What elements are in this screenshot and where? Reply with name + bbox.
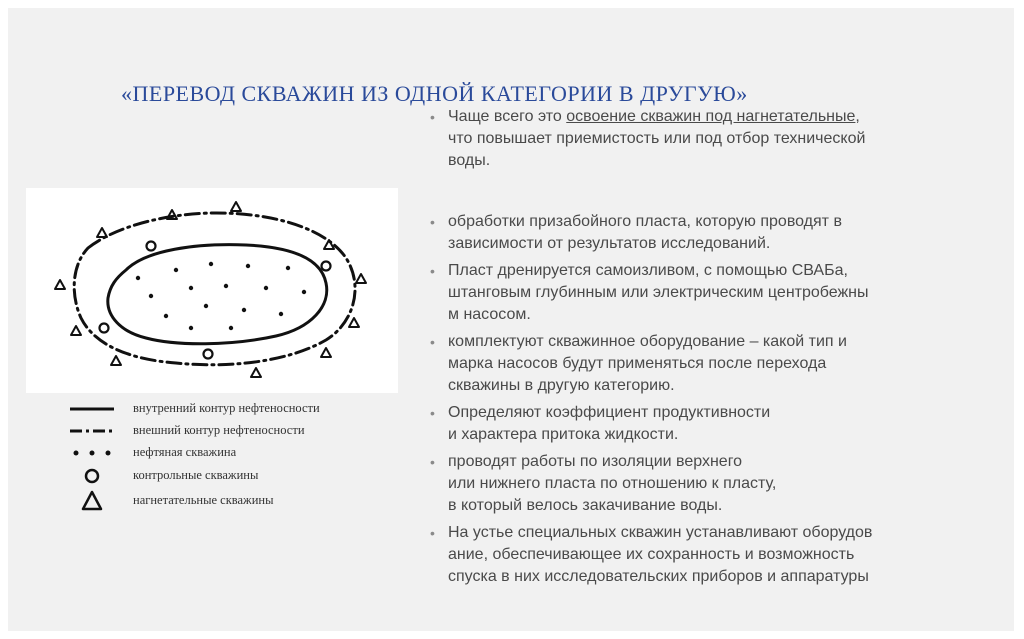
bullet-line: Пласт дренируется самоизливом, с помощью СВАБа, <box>448 262 848 279</box>
injection-well-triangle <box>71 326 81 335</box>
solid-line-icon <box>70 398 120 420</box>
bullet-line: проводят работы по изоляции верхнего <box>448 453 743 470</box>
dash-dot-line-icon <box>70 420 120 442</box>
underlined-phrase: освоение скважин под нагнетательные <box>566 108 856 125</box>
slide <box>8 8 1014 631</box>
legend-label: нагнетательные скважины <box>133 493 274 507</box>
oil-wells <box>136 262 306 330</box>
bullet-marker: • <box>430 525 435 541</box>
injection-well-triangle <box>55 280 65 289</box>
oil-well-dot <box>242 308 246 312</box>
legend-label: внешний контур нефтеносности <box>133 423 305 437</box>
bullet-item <box>430 331 1000 397</box>
bullet-marker: • <box>430 334 435 350</box>
oil-well-dot <box>229 326 233 330</box>
oil-well-dot <box>246 264 250 268</box>
bullet-item <box>430 451 1000 517</box>
oil-well-dot <box>164 314 168 318</box>
control-well-circle <box>204 350 213 359</box>
legend-item <box>70 398 400 420</box>
bullet-line: Определяют коэффициент продуктивности <box>448 404 771 421</box>
bullet-item <box>430 260 1000 326</box>
oil-well-dot <box>136 276 140 280</box>
dots-icon <box>70 442 120 464</box>
control-well-circle <box>322 262 331 271</box>
injection-well-triangle <box>231 202 241 211</box>
bullet-marker: • <box>430 405 435 421</box>
bullet-marker: • <box>430 263 435 279</box>
bullet-line: или нижнего пласта по отношению к пласту, <box>448 475 777 492</box>
bullet-line: скважины в другую категорию. <box>448 377 675 394</box>
legend-item <box>70 442 400 464</box>
bullet-marker: • <box>430 214 435 230</box>
bullet-line: что повышает приемистость или под отбор технической <box>448 130 866 147</box>
bullet-line: в который велось закачивание воды. <box>448 497 723 514</box>
control-well-circle <box>147 242 156 251</box>
injection-well-triangle <box>356 274 366 283</box>
circle-icon <box>70 465 120 487</box>
injection-well-triangle <box>251 368 261 377</box>
bullet-line: зависимости от результатов исследований. <box>448 235 771 252</box>
oil-well-dot <box>224 284 228 288</box>
bullet-item <box>430 211 1000 255</box>
injection-well-triangle <box>321 348 331 357</box>
oil-well-dot <box>286 266 290 270</box>
oil-well-dot <box>149 294 153 298</box>
bullet-line: и характера притока жидкости. <box>448 426 679 443</box>
bullet-line: марка насосов будут применяться после перехода <box>448 355 827 372</box>
bullet-line: обработки призабойного пласта, которую проводят в <box>448 213 842 230</box>
bullet-line <box>448 106 1000 128</box>
bullet-item <box>430 106 1000 172</box>
injection-well-triangle <box>349 318 359 327</box>
bullet-line: ание, обеспечивающее их сохранность и возможность <box>448 546 855 563</box>
legend-item <box>70 420 400 442</box>
injection-well-triangle <box>111 356 121 365</box>
oil-well-dot <box>204 304 208 308</box>
legend-item <box>70 465 400 487</box>
injection-well-triangle <box>97 228 107 237</box>
bullet-list <box>430 106 1000 588</box>
triangle-icon <box>70 490 120 512</box>
control-well-circle <box>100 324 109 333</box>
bullet-line: воды. <box>448 152 491 169</box>
injection-well-triangle <box>324 240 334 249</box>
oil-well-dot <box>189 326 193 330</box>
legend-label: нефтяная скважина <box>133 445 237 459</box>
bullet-line: комплектуют скважинное оборудование – какой тип и <box>448 333 847 350</box>
bullet-item <box>430 402 1000 446</box>
bullet-marker: • <box>430 454 435 470</box>
bullet-text: Чаще всего это <box>448 108 567 125</box>
outer-contour <box>74 213 355 365</box>
bullet-text: , <box>855 108 860 125</box>
bullet-line: На устье специальных скважин устанавливают оборудов <box>448 524 873 541</box>
legend-item <box>70 490 400 512</box>
control-wells <box>100 242 331 359</box>
oil-well-dot <box>189 286 193 290</box>
inner-contour <box>108 245 327 344</box>
oil-well-dot <box>302 290 306 294</box>
oil-well-dot <box>174 268 178 272</box>
legend-label: контрольные скважины <box>133 468 259 482</box>
bullet-marker: • <box>430 109 435 125</box>
bullet-item <box>430 522 1000 588</box>
bullet-line: спуска в них исследовательских приборов и аппаратуры <box>448 568 869 585</box>
bullet-line: штанговым глубинным или электрическим центробежны <box>448 284 869 301</box>
legend-label: внутренний контур нефтеносности <box>133 401 320 415</box>
bullet-line: м насосом. <box>448 306 531 323</box>
oil-well-dot <box>279 312 283 316</box>
oil-well-dot <box>264 286 268 290</box>
oil-field-diagram <box>26 188 398 393</box>
oil-well-dot <box>209 262 213 266</box>
slide-title: «ПЕРЕВОД СКВАЖИН ИЗ ОДНОЙ КАТЕГОРИИ В ДРУГУЮ» <box>121 81 748 106</box>
